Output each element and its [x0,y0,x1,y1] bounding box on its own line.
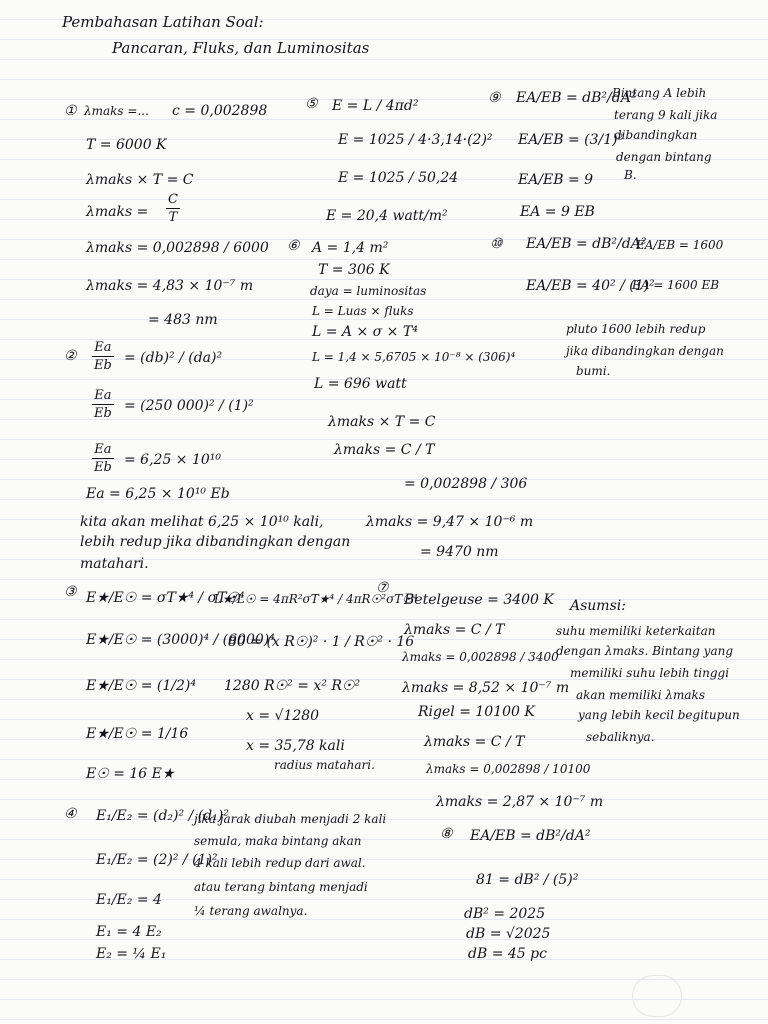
p9-note-2: terang 9 kali jika [614,108,718,122]
p10-note-2: jika dibandingkan dengan [566,344,724,358]
p5-step1: E = 1025 / 4·3,14·(2)² [338,132,493,148]
p2-conclusion-2: lebih redup jika dibandingkan dengan [80,534,351,550]
p9-step4: EA = 9 EB [520,204,595,220]
p6-daya: daya = luminositas [310,284,427,298]
p7-asumsi-title: Asumsi: [570,598,626,614]
p2-step3-rhs: = 6,25 × 10¹⁰ [124,452,222,468]
p2-conclusion-1: kita akan melihat 6,25 × 10¹⁰ kali, [80,514,324,530]
page-title: Pembahasan Latihan Soal: [62,13,264,31]
p8-step1: EA/EB = dB²/dA² [470,828,591,844]
p9-note-1: Bintang A lebih [612,86,707,100]
p2-frac-den: Eb [94,358,112,373]
p2-conclusion-3: matahari. [80,556,149,572]
p7-asumsi-2: dengan λmaks. Bintang yang [556,644,734,658]
p5-result: E = 20,4 watt/m² [326,208,448,224]
p2-final: Ea = 6,25 × 10¹⁰ Eb [86,486,230,502]
p4-number: ④ [64,806,77,822]
p7-rigel: Rigel = 10100 K [418,704,535,720]
p2-frac-num: Ea [94,340,112,355]
p7-r1: λmaks = C / T [424,734,525,750]
p10-step1: EA/EB = dB²/dA² [526,236,647,252]
p6-wien: λmaks × T = C [328,414,436,430]
p3-lum1: L★/L☉ = 4πR²σT★⁴ / 4πR☉²σT☉⁴ [214,592,418,606]
p1-c-value: c = 0,002898 [172,103,268,119]
p1-rearranged-lhs: λmaks = [86,204,149,220]
p7-asumsi-3: memiliki suhu lebih tinggi [570,666,730,680]
p10-side2: EA = 1600 EB [632,278,720,292]
p4-step4: E₁ = 4 E₂ [96,924,162,940]
p4-step5: E₂ = ¼ E₁ [96,946,167,962]
p8-step5: dB = 45 pc [468,946,547,962]
p7-r2: λmaks = 0,002898 / 10100 [426,762,591,776]
p8-step3: dB² = 2025 [464,906,546,922]
p3-step2: E★/E☉ = (3000)⁴ / (6000)⁴ [86,632,275,648]
p1-frac-den: T [168,210,178,225]
p10-note-1: pluto 1600 lebih redup [566,322,706,336]
p10-side1: EA/EB = 1600 [636,238,724,252]
p4-note-2: semula, maka bintang akan [194,834,362,848]
p1-rearranged-fraction [166,192,180,225]
p3-number: ③ [64,584,77,600]
p4-note-5: ¼ terang awalnya. [194,904,308,918]
faint-page-mark-icon [632,975,682,1017]
p3-lum3: 1280 R☉² = x² R☉² [224,678,361,694]
p3-lum4: x = √1280 [246,708,320,724]
p6-result: L = 696 watt [314,376,407,392]
p6-wien2: λmaks = C / T [334,442,435,458]
p2-step1-rhs: = (db)² / (da)² [124,350,223,366]
p6-temp: T = 306 K [318,262,390,278]
p6-def: L = Luas × fluks [312,304,414,318]
p2-step1-fraction [92,340,114,373]
p4-note-4: atau terang bintang menjadi [194,880,368,894]
p2-step3-fraction: $\frac{Ea}{Eb}$ [94,442,112,475]
p10-number: ⑩ [490,236,503,252]
p2-number: ② [64,348,77,364]
p9-note-3: dibandingkan [614,128,698,142]
p6-sub: L = 1,4 × 5,6705 × 10⁻⁸ × (306)⁴ [312,350,516,364]
p1-substitution: λmaks = 0,002898 / 6000 [86,240,269,256]
p7-asumsi-1: suhu memiliki keterkaitan [556,624,716,638]
p3-step4: E★/E☉ = 1/16 [86,726,189,742]
p7-asumsi-4: akan memiliki λmaks [576,688,705,702]
p8-step4: dB = √2025 [466,926,551,942]
p7-b1: λmaks = C / T [404,622,505,638]
p2-step2-rhs: = (250 000)² / (1)² [124,398,254,414]
p3-final: E☉ = 16 E★ [86,766,175,782]
p1-result: λmaks = 4,83 × 10⁻⁷ m [86,278,254,294]
p1-number: ① [64,103,77,119]
p9-step1: EA/EB = dB²/dA² [516,90,637,106]
p5-number: ⑤ [305,96,318,112]
p1-temperature: T = 6000 K [86,137,167,153]
p6-wien3: = 0,002898 / 306 [404,476,528,492]
p6-number: ⑥ [287,238,300,254]
p7-number: ⑦ [376,580,389,596]
p7-betelgeuse: Betelgeuse = 3400 K [404,592,554,608]
p7-b2: λmaks = 0,002898 / 3400 [402,650,559,664]
p3-lum6: radius matahari. [274,758,375,772]
p9-note-4: dengan bintang [616,150,712,164]
p4-step2: E₁/E₂ = (2)² / (1)² [96,852,218,868]
p8-number: ⑧ [440,826,453,842]
p9-note-5: B. [624,168,637,182]
p8-step2: 81 = dB² / (5)² [476,872,579,888]
p3-lum2: 80 = (x R☉)² · 1 / R☉² · 16 [228,634,415,650]
p9-number: ⑨ [488,90,501,106]
p4-note-1: jika jarak diubah menjadi 2 kali [194,812,387,826]
p7-asumsi-6: sebaliknya. [586,730,655,744]
p6-wien4: λmaks = 9,47 × 10⁻⁶ m [366,514,534,530]
p4-step1: E₁/E₂ = (d₂)² / (d₁)² [96,808,229,824]
p1-formula: λmaks × T = C [86,172,194,188]
p5-formula: E = L / 4πd² [332,98,419,114]
p4-step3: E₁/E₂ = 4 [96,892,162,908]
p10-step2: EA/EB = 40² / (1)² [526,278,655,294]
p6-eq: L = A × σ × T⁴ [312,324,418,340]
p3-lum5: x = 35,78 kali [246,738,345,754]
page-subtitle: Pancaran, Fluks, dan Luminositas [112,39,370,57]
p6-area: A = 1,4 m² [312,240,389,256]
p7-r3: λmaks = 2,87 × 10⁻⁷ m [436,794,604,810]
p10-note-3: bumi. [576,364,611,378]
p1-lmax-label: λmaks =... [84,104,149,118]
p1-result-nm: = 483 nm [148,312,218,328]
p9-step3: EA/EB = 9 [518,172,594,188]
p2-step2-fraction: $\frac{Ea}{Eb}$ [94,388,112,421]
p5-step2: E = 1025 / 50,24 [338,170,459,186]
p9-step2: EA/EB = (3/1)² [518,132,624,148]
p7-b3: λmaks = 8,52 × 10⁻⁷ m [402,680,570,696]
p3-step1: E★/E☉ = σT★⁴ / σT☉⁴ [86,590,245,606]
p1-frac-num: C [168,192,178,207]
p7-asumsi-5: yang lebih kecil begitupun [578,708,740,722]
p4-note-3: 4 kali lebih redup dari awal. [194,856,366,870]
p3-step3: E★/E☉ = (1/2)⁴ [86,678,196,694]
p6-wien5: = 9470 nm [420,544,499,560]
